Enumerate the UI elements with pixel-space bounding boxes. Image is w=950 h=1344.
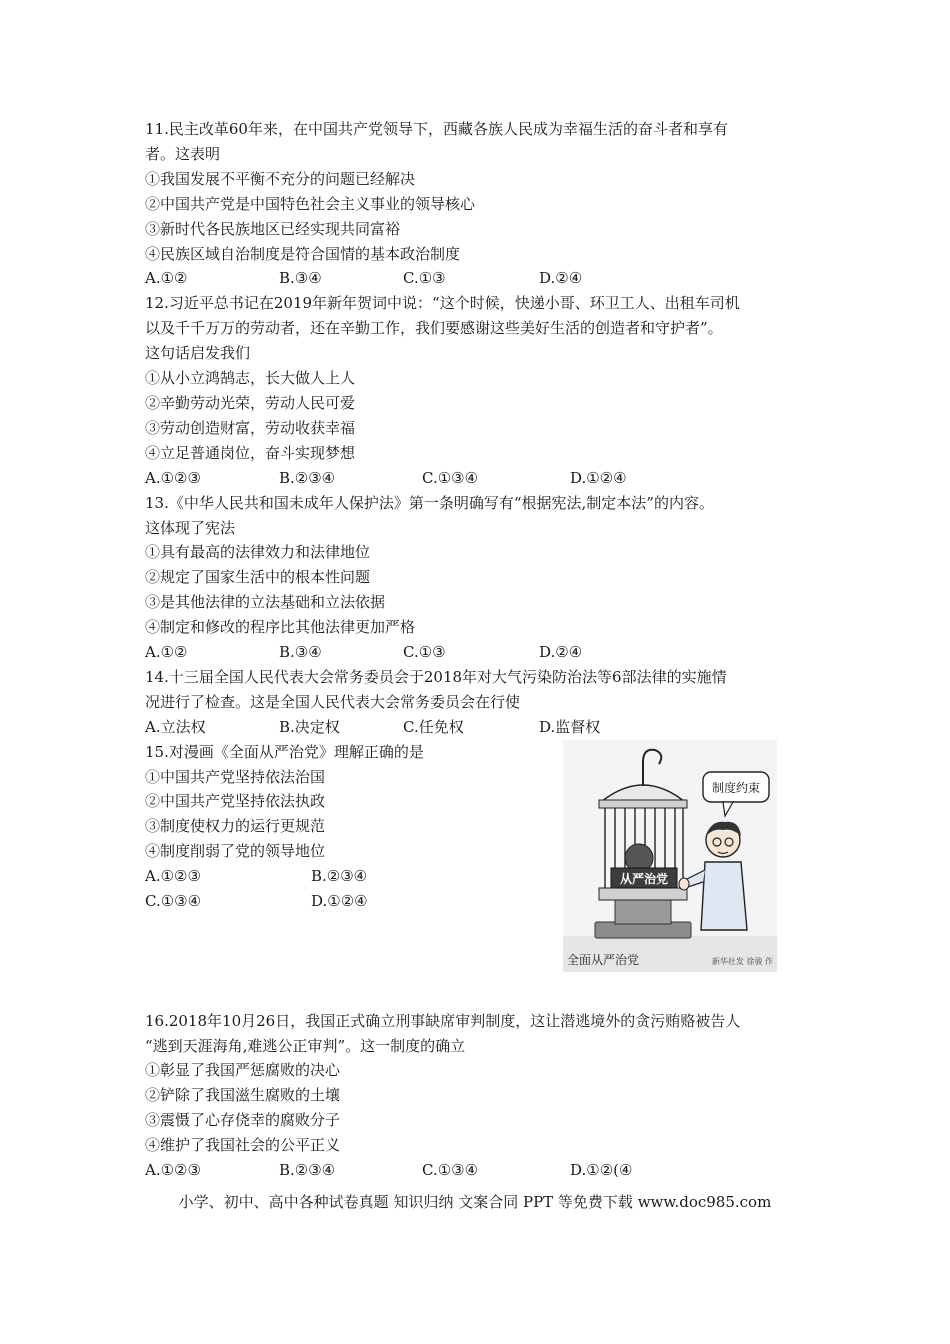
spacer	[145, 992, 815, 1009]
question-11-options	[145, 266, 815, 291]
question-13-option-c: C.①③	[403, 643, 446, 662]
question-16-options	[145, 1158, 815, 1183]
cage-top-ring-icon	[599, 800, 687, 808]
question-15-options-row-1	[145, 864, 424, 889]
speech-bubble-text: 制度约束	[711, 780, 761, 795]
cartoon-caption: 全面从严治党	[567, 952, 640, 967]
question-13-statement-1: ①具有最高的法律效力和法律地位	[145, 543, 371, 562]
question-11-statement-1: ①我国发展不平衡不充分的问题已经解决	[145, 169, 416, 188]
question-13-statement-4: ④制定和修改的程序比其他法律更加严格	[145, 618, 416, 637]
question-13-stem-line-1: 13.《中华人民共和国未成年人保护法》第一条明确写有“根据宪法,制定本法”的内容。	[145, 493, 714, 512]
question-14-options	[145, 715, 815, 740]
question-11	[145, 117, 815, 291]
question-11-stem-line-2: 者。这表明	[145, 144, 221, 163]
question-14-option-d: D.监督权	[539, 717, 601, 736]
question-14	[145, 665, 815, 740]
question-11-option-b: B.③④	[279, 269, 322, 288]
question-16-option-a: A.①②③	[145, 1161, 201, 1180]
question-11-option-c: C.①③	[403, 269, 446, 288]
question-15-option-c: C.①③④	[145, 892, 202, 911]
question-15-option-b: B.②③④	[311, 867, 368, 886]
question-16-stem-line-1: 16.2018年10月26日，我国正式确立刑事缺席审判制度，这让潜逃境外的贪污贿赂被告人	[145, 1011, 741, 1030]
question-16-statement-2: ②铲除了我国滋生腐败的土壤	[145, 1086, 341, 1105]
question-12-option-a: A.①②③	[145, 468, 201, 487]
question-15-text	[145, 740, 424, 914]
question-16-statement-4: ④维护了我国社会的公平正义	[145, 1136, 341, 1155]
question-11-stem-line-1: 11.民主改革60年来，在中国共产党领导下，西藏各族人民成为幸福生活的奋斗者和享有	[145, 120, 728, 138]
question-15-options-row-2	[145, 889, 424, 914]
question-11-option-a: A.①②	[145, 269, 188, 288]
cage-bottom-ring-icon	[599, 888, 687, 900]
question-16-option-c: C.①③④	[422, 1161, 479, 1180]
question-13	[145, 491, 815, 665]
question-16-stem-line-2: “逃到天涯海角,难逃公正审判”。这一制度的确立	[145, 1036, 466, 1055]
question-16	[145, 1009, 815, 1183]
question-12-option-c: C.①③④	[422, 468, 479, 487]
cage-pedestal-icon	[615, 900, 671, 924]
question-11-statement-4: ④民族区域自治制度是符合国情的基本政治制度	[145, 244, 461, 263]
question-11-option-d: D.②④	[539, 269, 583, 288]
question-14-option-a: A.立法权	[145, 717, 206, 736]
question-12-statement-1: ①从小立鸿鹄志，长大做人上人	[145, 369, 356, 388]
question-12-statement-4: ④立足普通岗位，奋斗实现梦想	[145, 443, 356, 462]
question-12	[145, 291, 815, 490]
question-15-option-a: A.①②③	[145, 867, 201, 886]
man-hand-icon	[679, 878, 689, 890]
question-15-statement-4: ④制度削弱了党的领导地位	[145, 842, 326, 861]
question-11-statement-2: ②中国共产党是中国特色社会主义事业的领导核心	[145, 194, 476, 213]
cartoon-credit: 新华社发 徐骏 作	[711, 956, 773, 966]
question-14-stem-line-1: 14.十三届全国人民代表大会常务委员会于2018年对大气污染防治法等6部法律的实施情	[145, 667, 727, 686]
question-13-option-a: A.①②	[145, 643, 188, 662]
question-13-option-b: B.③④	[279, 643, 322, 662]
question-12-stem-line-3: 这句话启发我们	[145, 344, 251, 363]
question-15-option-d: D.①②④	[311, 892, 368, 911]
question-15-statement-2: ②中国共产党坚持依法执政	[145, 792, 326, 811]
question-12-stem-line-1: 12.习近平总书记在2019年新年贺词中说：“这个时候，快递小哥、环卫工人、出租车司机	[145, 294, 740, 313]
exam-content	[145, 117, 815, 1183]
question-14-option-b: B.决定权	[279, 717, 340, 736]
question-13-statement-2: ②规定了国家生活中的根本性问题	[145, 568, 371, 587]
question-13-stem-line-2: 这体现了宪法	[145, 518, 236, 537]
question-15-stem: 15.对漫画《全面从严治党》理解正确的是	[145, 742, 424, 761]
question-13-option-d: D.②④	[539, 643, 583, 662]
question-15-statement-3: ③制度使权力的运行更规范	[145, 817, 326, 836]
question-11-statement-3: ③新时代各民族地区已经实现共同富裕	[145, 219, 401, 238]
question-14-option-c: C.任免权	[403, 717, 464, 736]
man-body-icon	[701, 862, 747, 930]
question-12-statement-2: ②辛勤劳动光荣，劳动人民可爱	[145, 393, 356, 412]
question-12-option-d: D.①②④	[570, 468, 627, 487]
question-16-option-d: D.①②(④	[570, 1161, 633, 1180]
page-footer: 小学、初中、高中各种试卷真题 知识归纳 文案合同 PPT 等免费下载 www.doc985.com	[178, 1193, 772, 1211]
cage-label-text: 从严治党	[619, 871, 669, 886]
question-12-statement-3: ③劳动创造财富，劳动收获幸福	[145, 418, 356, 437]
question-15-statement-1: ①中国共产党坚持依法治国	[145, 767, 326, 786]
question-16-option-b: B.②③④	[279, 1161, 336, 1180]
question-16-statement-1: ①彰显了我国严惩腐败的决心	[145, 1061, 341, 1080]
question-15	[145, 740, 815, 992]
question-12-stem-line-2: 以及千千万万的劳动者，还在辛勤工作，我们要感谢这些美好生活的创造者和守护者”。	[145, 319, 723, 338]
cartoon-illustration	[563, 740, 777, 972]
question-13-options	[145, 640, 815, 665]
question-12-options	[145, 466, 815, 491]
question-13-statement-3: ③是其他法律的立法基础和立法依据	[145, 593, 386, 612]
question-16-statement-3: ③震慑了心存侥幸的腐败分子	[145, 1111, 341, 1130]
question-12-option-b: B.②③④	[279, 468, 336, 487]
question-14-stem-line-2: 况进行了检查。这是全国人民代表大会常务委员会在行使	[145, 692, 521, 711]
